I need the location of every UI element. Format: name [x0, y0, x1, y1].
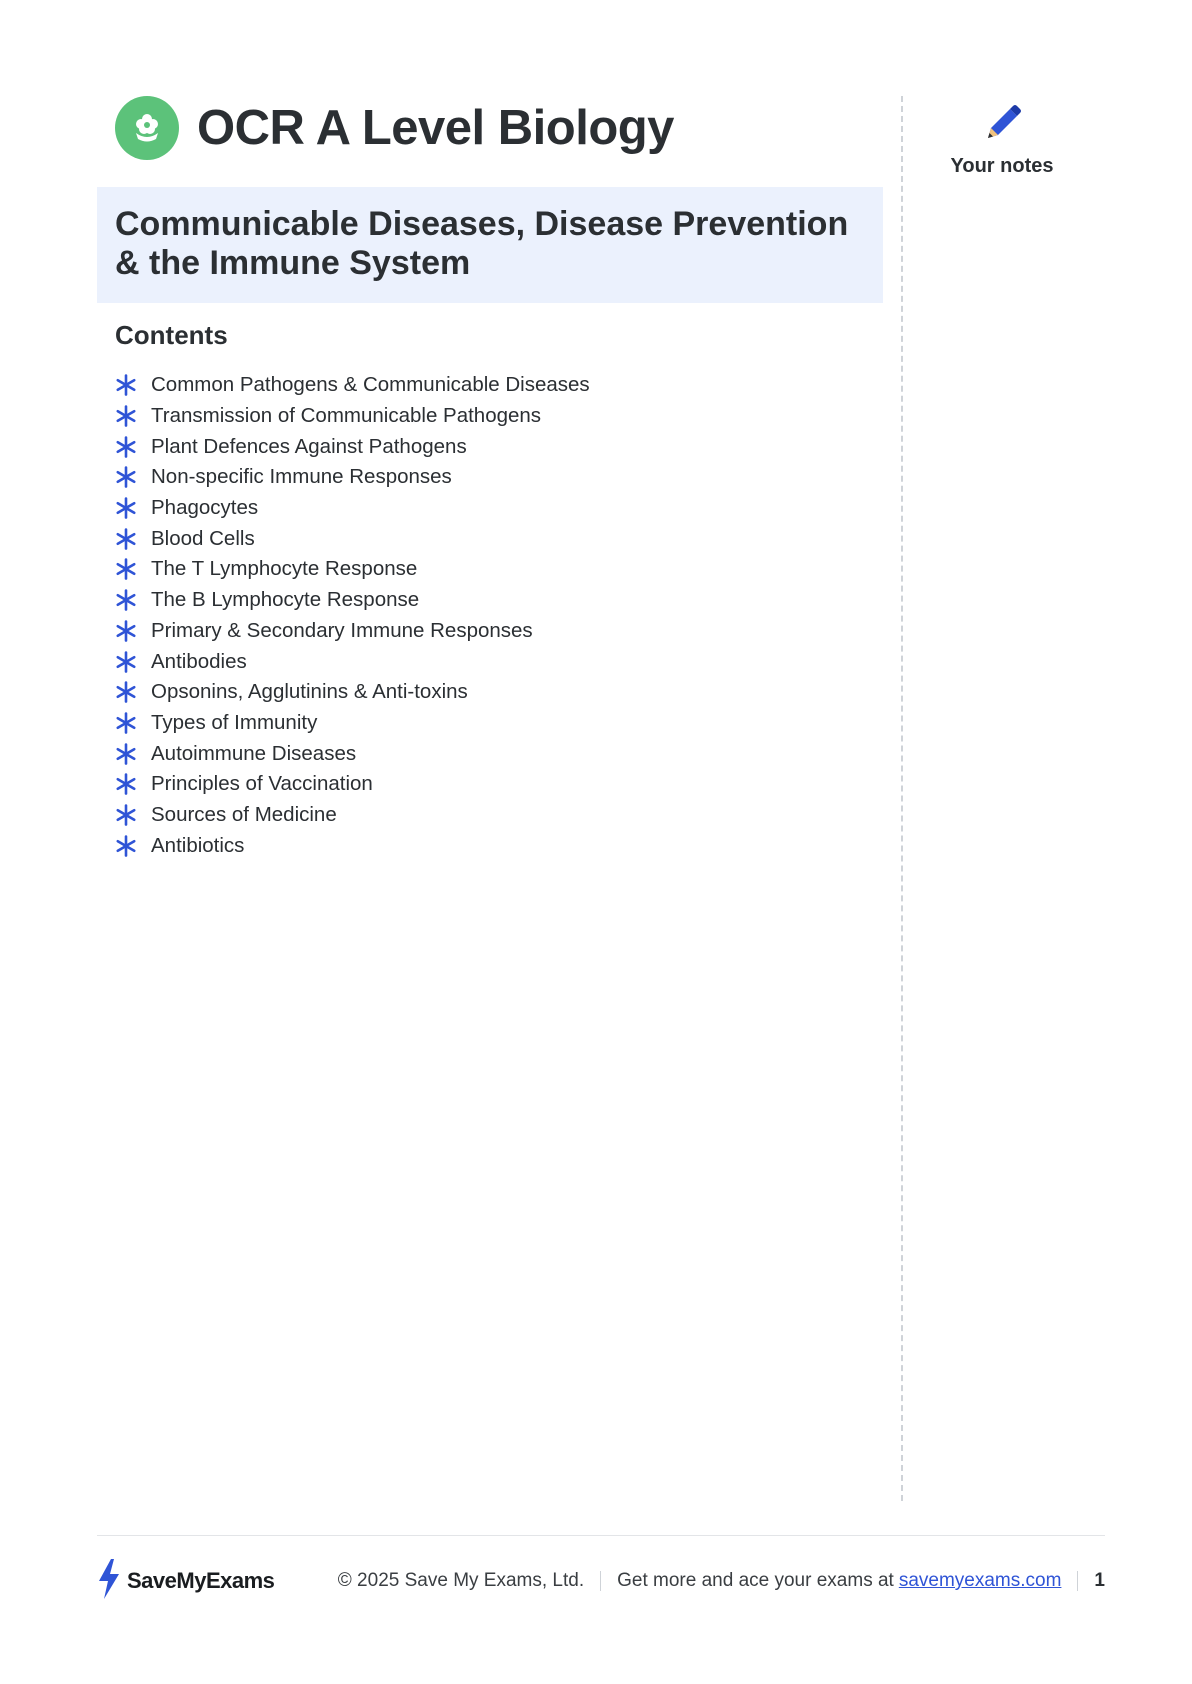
asterisk-icon: [115, 558, 137, 580]
contents-heading: Contents: [115, 320, 228, 350]
contents-item-label[interactable]: The T Lymphocyte Response: [151, 557, 418, 581]
contents-item-label[interactable]: Primary & Secondary Immune Responses: [151, 618, 533, 642]
footer-divider: [97, 1535, 1105, 1536]
contents-item-label[interactable]: Sources of Medicine: [151, 802, 337, 826]
contents-item-label[interactable]: Phagocytes: [151, 496, 259, 520]
asterisk-icon: [115, 651, 137, 673]
footer-separator: [600, 1571, 601, 1591]
contents-item[interactable]: [115, 585, 590, 616]
page-header: [115, 96, 674, 160]
topic-title: [115, 205, 865, 283]
asterisk-icon: [115, 743, 137, 765]
asterisk-icon: [115, 374, 137, 396]
flower-icon: [115, 96, 179, 160]
topic-banner: [97, 187, 883, 303]
page-title: OCR A Level Biology: [197, 101, 674, 155]
contents-item-label[interactable]: Common Pathogens & Communicable Diseases: [151, 373, 590, 397]
contents-item-label[interactable]: Antibodies: [151, 649, 247, 673]
asterisk-icon: [115, 589, 137, 611]
contents-item[interactable]: [115, 493, 590, 524]
asterisk-icon: [115, 712, 137, 734]
asterisk-icon: [115, 804, 137, 826]
contents-item-label[interactable]: Transmission of Communicable Pathogens: [151, 404, 542, 428]
page-footer: [97, 1560, 1105, 1602]
contents-list: [115, 370, 590, 861]
pencil-icon: [980, 131, 1024, 148]
contents-item[interactable]: [115, 830, 590, 861]
asterisk-icon: [115, 773, 137, 795]
contents-item[interactable]: [115, 646, 590, 677]
contents-item-label[interactable]: Antibiotics: [151, 833, 245, 857]
topic-title-line1: Communicable Diseases, Disease Prevention: [115, 205, 849, 243]
footer-separator: [1077, 1571, 1078, 1591]
contents-item[interactable]: [115, 401, 590, 432]
contents-item[interactable]: [115, 800, 590, 831]
contents-item[interactable]: [115, 769, 590, 800]
asterisk-icon: [115, 405, 137, 427]
contents-item[interactable]: [115, 677, 590, 708]
contents-item-label[interactable]: Blood Cells: [151, 526, 255, 550]
contents-item-label[interactable]: Plant Defences Against Pathogens: [151, 434, 467, 458]
contents-item[interactable]: [115, 370, 590, 401]
brand-logo[interactable]: [97, 1560, 274, 1602]
notes-panel: [940, 100, 1064, 178]
copyright-text: © 2025 Save My Exams, Ltd.: [337, 1570, 585, 1591]
contents-item[interactable]: [115, 462, 590, 493]
notes-divider: [901, 96, 903, 1501]
asterisk-icon: [115, 466, 137, 488]
footer-info: [338, 1560, 1105, 1602]
asterisk-icon: [115, 497, 137, 519]
lightning-bolt-icon: [97, 1559, 121, 1604]
page-number: 1: [1094, 1570, 1105, 1591]
contents-item-label[interactable]: Principles of Vaccination: [151, 772, 373, 796]
topic-title-line2: & the Immune System: [115, 244, 471, 282]
contents-item-label[interactable]: Autoimmune Diseases: [151, 741, 357, 765]
notes-label: Your notes: [950, 155, 1054, 177]
asterisk-icon: [115, 436, 137, 458]
website-link[interactable]: savemyexams.com: [898, 1570, 1062, 1591]
contents-item[interactable]: [115, 554, 590, 585]
contents-item[interactable]: [115, 708, 590, 739]
contents-item[interactable]: [115, 738, 590, 769]
contents-item-label[interactable]: Non-specific Immune Responses: [151, 465, 452, 489]
asterisk-icon: [115, 835, 137, 857]
brand-name: SaveMyExams: [127, 1568, 275, 1593]
asterisk-icon: [115, 528, 137, 550]
asterisk-icon: [115, 681, 137, 703]
contents-item[interactable]: [115, 616, 590, 647]
contents-item[interactable]: [115, 431, 590, 462]
contents-item[interactable]: [115, 523, 590, 554]
contents-item-label[interactable]: The B Lymphocyte Response: [151, 588, 420, 612]
cta-text: Get more and ace your exams at: [617, 1570, 894, 1591]
asterisk-icon: [115, 620, 137, 642]
contents-item-label[interactable]: Opsonins, Agglutinins & Anti-toxins: [151, 680, 468, 704]
contents-item-label[interactable]: Types of Immunity: [151, 710, 318, 734]
